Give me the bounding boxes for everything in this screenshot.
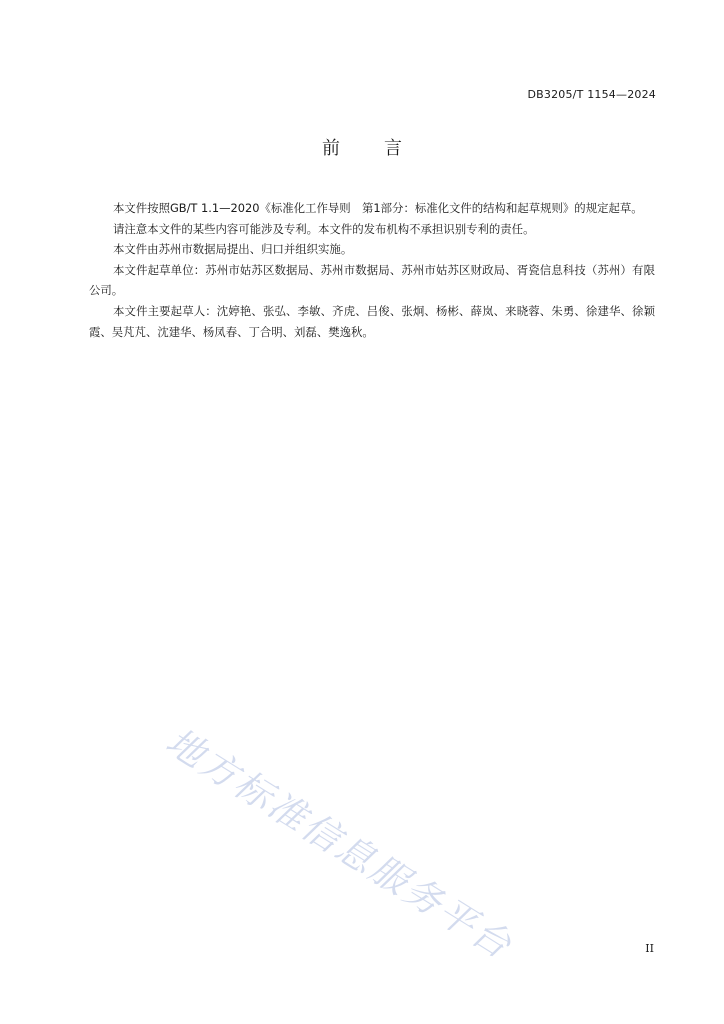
document-code: DB3205/T 1154—2024 [527, 88, 656, 101]
foreword-body [89, 198, 655, 342]
paragraph-drafters: 本文件主要起草人：沈婷艳、张弘、李敏、齐虎、吕俊、张炯、杨彬、薛岚、来晓蓉、朱勇、徐建华、徐颖霞、吴芃芃、沈建华、杨凤春、丁合明、刘磊、樊逸秋。 [89, 303, 655, 339]
paragraph-drafting-units: 本文件起草单位：苏州市姑苏区数据局、苏州市数据局、苏州市姑苏区财政局、胥瓷信息科技（苏州）有限公司。 [89, 262, 655, 298]
page-number: II [645, 942, 654, 955]
paragraph-proposer: 本文件由苏州市数据局提出、归口并组织实施。 [113, 242, 353, 257]
title-part-2: 言 [384, 138, 402, 159]
title-part-1: 前 [322, 138, 340, 159]
paragraph-patent-notice: 请注意本文件的某些内容可能涉及专利。本文件的发布机构不承担识别专利的责任。 [113, 221, 535, 236]
watermark: 地方标准信息服务平台 [158, 719, 521, 969]
page-title [0, 134, 724, 160]
paragraph-drafting-rules: 本文件按照GB/T 1.1—2020《标准化工作导则 第1部分：标准化文件的结构和起草规则》的规定起草。 [113, 201, 643, 215]
